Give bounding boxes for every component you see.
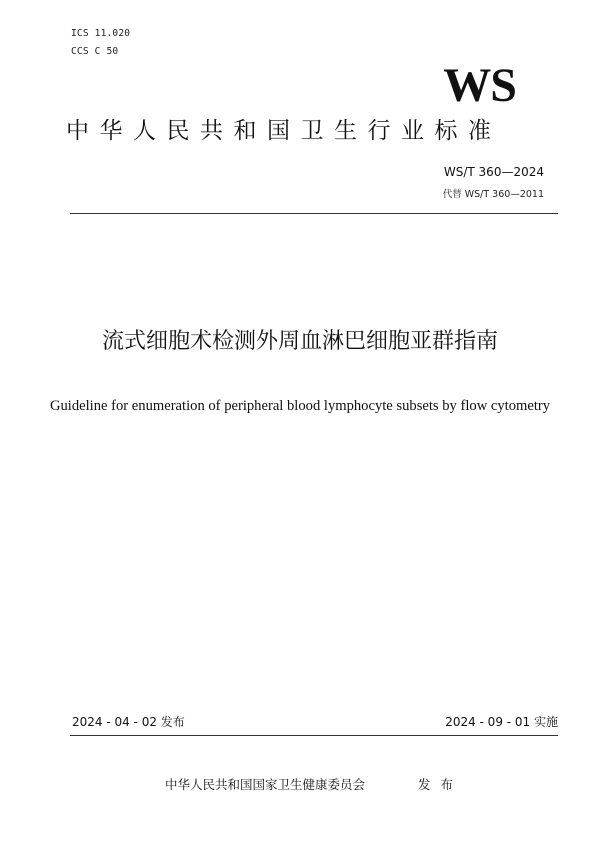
ccs-code: CCS C 50 — [71, 46, 119, 57]
publisher-name: 中华人民共和国国家卫生健康委员会 — [165, 777, 366, 792]
publish-label: 发布 — [418, 777, 464, 792]
replaces-standard: 代替 WS/T 360—2011 — [442, 189, 544, 200]
implementation-date: 2024 - 09 - 01 实施 — [445, 715, 558, 729]
standard-type-title: 中华人民共和国卫生行业标准 — [66, 118, 502, 144]
document-title-english: Guideline for enumeration of peripheral blood lymphocyte subsets by flow cytometry — [49, 398, 551, 414]
document-title-chinese: 流式细胞术检测外周血淋巴细胞亚群指南 — [101, 329, 498, 354]
bottom-divider — [70, 735, 558, 736]
standard-code: WS/T 360—2024 — [443, 165, 544, 179]
ics-code: ICS 11.020 — [71, 28, 131, 39]
issue-date: 2024 - 04 - 02 发布 — [72, 715, 185, 729]
top-divider — [70, 213, 558, 214]
ws-logo: WS — [443, 59, 516, 112]
